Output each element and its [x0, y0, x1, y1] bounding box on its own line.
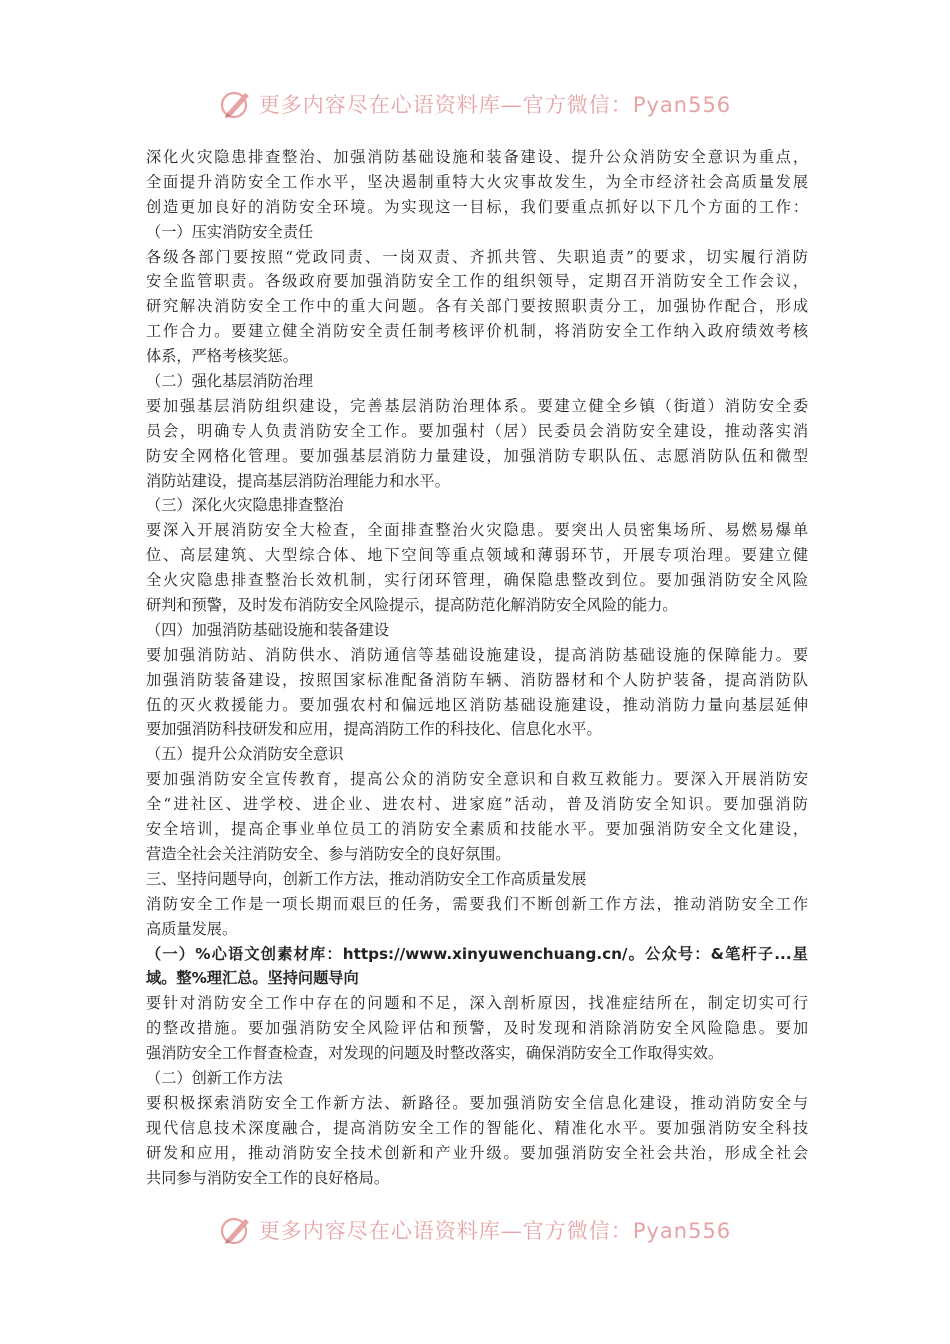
- text-line: 要加强消防站、消防供水、消防通信等基础设施建设，提高消防基础设施的保障能力。要: [146, 645, 808, 664]
- text-line: 安全培训，提高企事业单位员工的消防安全素质和技能水平。要加强消防安全文化建设，: [146, 820, 808, 839]
- text-line: 伍的灭火救援能力。要加强农村和偏远地区消防基础设施建设，推动消防力量向基层延伸: [146, 695, 808, 714]
- text-line: 位、高层建筑、大型综合体、地下空间等重点领域和薄弱环节，开展专项治理。要建立健: [146, 546, 808, 565]
- section-heading: 三、坚持问题导向，创新工作方法，推动消防安全工作高质量发展: [146, 869, 587, 888]
- text-line: 要针对消防安全工作中存在的问题和不足，深入剖析原因，找准症结所在，制定切实可行: [146, 994, 808, 1013]
- section-heading: （三）深化火灾隐患排查整治: [146, 496, 344, 515]
- text-line: 安全监管职责。各级政府要加强消防安全工作的组织领导，定期召开消防安全工作会议，: [146, 272, 808, 291]
- text-line: 高质量发展。: [146, 919, 238, 938]
- text-line: 现代信息技术深度融合，提高消防安全工作的智能化、精准化水平。要加强消防安全科技: [146, 1118, 808, 1137]
- text-line: 全面提升消防安全工作水平，坚决遏制重特大火灾事故发生，为全市经济社会高质量发展: [146, 172, 808, 191]
- banner-handle: Pyan556: [632, 93, 732, 117]
- text-line: 研发和应用，推动消防安全技术创新和产业升级。要加强消防安全社会共治，形成全社会: [146, 1143, 808, 1162]
- text-line: 的整改措施。要加强消防安全风险评估和预警，及时发现和消除消防安全风险隐患。要加: [146, 1019, 808, 1038]
- text-line: （一）%心语文创素材库：https://www.xinyuwenchuang.cn/。公众号：&笔杆子...星: [146, 944, 808, 963]
- text-line: 各级各部门要按照“党政同责、一岗双责、齐抓共管、失职追责”的要求，切实履行消防: [146, 247, 808, 266]
- text-line: 共同参与消防安全工作的良好格局。: [146, 1168, 389, 1187]
- banner-handle: Pyan556: [632, 1219, 732, 1243]
- section-heading: （五）提升公众消防安全意识: [146, 745, 344, 764]
- text-line: 全火灾隐患排查整治长效机制，实行闭环管理，确保隐患整改到位。要加强消防安全风险: [146, 571, 808, 590]
- header-banner: [0, 84, 950, 124]
- text-line: 要加强消防科技研发和应用，提高消防工作的科技化、信息化水平。: [146, 720, 602, 739]
- text-line: 创造更加良好的消防安全环境。为实现这一目标，我们要重点抓好以下几个方面的工作：: [146, 197, 808, 216]
- text-line: 要积极探索消防安全工作新方法、新路径。要加强消防安全信息化建设，推动消防安全与: [146, 1093, 808, 1112]
- text-line: 营造全社会关注消防安全、参与消防安全的良好氛围。: [146, 844, 511, 863]
- banner-text: 更多内容尽在心语资料库—官方微信：Pyan556: [258, 1219, 732, 1243]
- pen-logo-icon: [219, 87, 253, 121]
- text-line: 防安全网格化管理。要加强基层消防力量建设，加强消防专职队伍、志愿消防队伍和微型: [146, 446, 808, 465]
- document-body: [146, 145, 808, 1190]
- text-line: 要深入开展消防安全大检查，全面排查整治火灾隐患。要突出人员密集场所、易燃易爆单: [146, 521, 808, 540]
- text-line: 全“进社区、进学校、进企业、进农村、进家庭”活动，普及消防安全知识。要加强消防: [146, 795, 808, 814]
- section-heading: （二）创新工作方法: [146, 1068, 283, 1087]
- footer-banner: [0, 1210, 950, 1250]
- text-line: 强消防安全工作督查检查，对发现的问题及时整改落实，确保消防安全工作取得实效。: [146, 1044, 724, 1063]
- text-line: 消防安全工作是一项长期而艰巨的任务，需要我们不断创新工作方法，推动消防安全工作: [146, 894, 808, 913]
- section-heading: （二）强化基层消防治理: [146, 372, 314, 391]
- text-line: 深化火灾隐患排查整治、加强消防基础设施和装备建设、提升公众消防安全意识为重点，: [146, 148, 808, 166]
- text-line: 研究解决消防安全工作中的重大问题。各有关部门要按照职责分工，加强协作配合，形成: [146, 297, 808, 316]
- text-line: 体系，严格考核奖惩。: [146, 347, 298, 366]
- text-line: 要加强基层消防组织建设，完善基层消防治理体系。要建立健全乡镇（街道）消防安全委: [146, 396, 808, 415]
- text-line: 工作合力。要建立健全消防安全责任制考核评价机制，将消防安全工作纳入政府绩效考核: [146, 322, 808, 341]
- text-line: 研判和预警，及时发布消防安全风险提示，提高防范化解消防安全风险的能力。: [146, 596, 678, 615]
- pen-logo-icon: [219, 1213, 253, 1247]
- text-line: 员会，明确专人负责消防安全工作。要加强村（居）民委员会消防安全建设，推动落实消: [146, 421, 808, 440]
- banner-text: 更多内容尽在心语资料库—官方微信：Pyan556: [258, 93, 732, 117]
- text-line: 消防站建设，提高基层消防治理能力和水平。: [146, 471, 450, 490]
- section-heading: （四）加强消防基础设施和装备建设: [146, 620, 389, 639]
- text-line: 加强消防装备建设，按照国家标准配备消防车辆、消防器材和个人防护装备，提高消防队: [146, 670, 808, 689]
- text-line: 域。整%理汇总。坚持问题导向: [146, 969, 359, 988]
- section-heading: （一）压实消防安全责任: [146, 222, 314, 241]
- text-line: 要加强消防安全宣传教育，提高公众的消防安全意识和自救互救能力。要深入开展消防安: [146, 770, 808, 789]
